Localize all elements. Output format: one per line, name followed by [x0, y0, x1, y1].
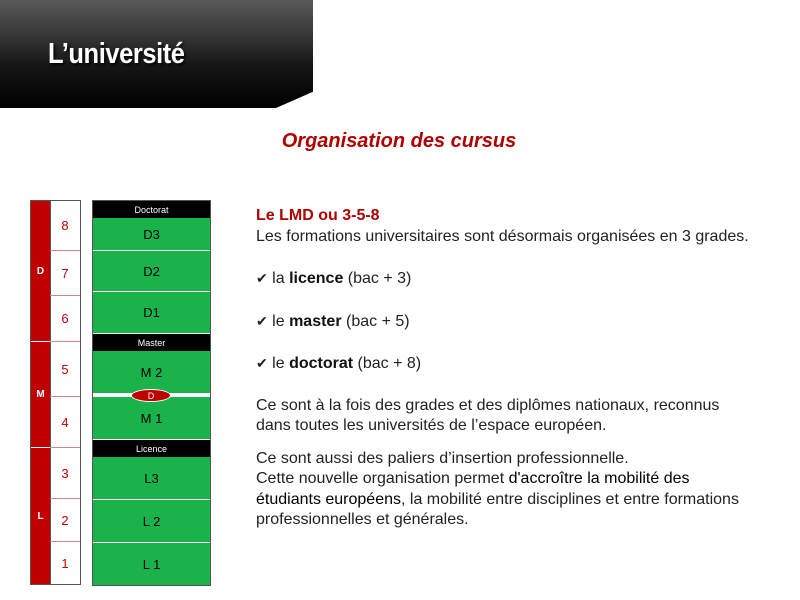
degree-l2: L 2 [93, 500, 210, 543]
year-6: 6 [50, 296, 80, 342]
insertion-paragraph: Ce sont aussi des paliers d’insertion professionnelle. [256, 449, 629, 467]
content-text [256, 206, 756, 531]
page-title: L’université [48, 38, 185, 70]
mobility-paragraph: Cette nouvelle organisation permet d'accroître la mobilité des étudiants européens, la mobilité entre disciplines et entre formations professionnelles et générales. [256, 470, 739, 528]
degree-l3: L3 [93, 457, 210, 500]
bullet-doctorat: ✔ le doctorat (bac + 8) [256, 355, 422, 372]
section-subtitle [0, 130, 800, 153]
year-3: 3 [50, 448, 80, 499]
cycle-l: L [31, 448, 50, 584]
master-header: Master [93, 334, 210, 351]
cycle-m: M [31, 342, 50, 448]
grades-paragraph: Ce sont à la fois des grades et des diplômes nationaux, reconnus dans toutes les universités de l’espace européen. [256, 396, 720, 434]
check-icon: ✔ [256, 355, 268, 371]
year-5: 5 [50, 342, 80, 397]
year-8: 8 [50, 201, 80, 251]
bullet-master: ✔ le master (bac + 5) [256, 312, 410, 330]
lmd-heading: Le LMD ou 3-5-8 [256, 207, 380, 224]
degree-column [92, 200, 211, 586]
subtitle-text: Organisation des cursus [281, 130, 517, 152]
licence-header: Licence [93, 440, 210, 457]
year-7: 7 [50, 251, 80, 296]
bullet-licence: ✔ la licence (bac + 3) [256, 270, 412, 287]
year-column [50, 200, 81, 585]
degree-m1: M 1 [93, 397, 210, 440]
degree-l1: L 1 [93, 543, 210, 585]
year-4: 4 [50, 397, 80, 448]
year-2: 2 [50, 499, 80, 542]
doctorat-badge: D [131, 389, 171, 402]
cycle-d: D [31, 201, 50, 342]
degree-d1: D1 [93, 292, 210, 334]
degree-m2: M 2 [93, 351, 210, 394]
doctorat-header: Doctorat [93, 201, 210, 218]
check-icon: ✔ [256, 312, 268, 329]
degree-d2: D2 [93, 251, 210, 292]
year-1: 1 [61, 555, 69, 571]
check-icon: ✔ [256, 270, 268, 286]
degree-d3: D3 [93, 218, 210, 251]
intro-text: Les formations universitaires sont désormais organisées en 3 grades. [256, 227, 749, 245]
cycle-column [30, 200, 51, 585]
